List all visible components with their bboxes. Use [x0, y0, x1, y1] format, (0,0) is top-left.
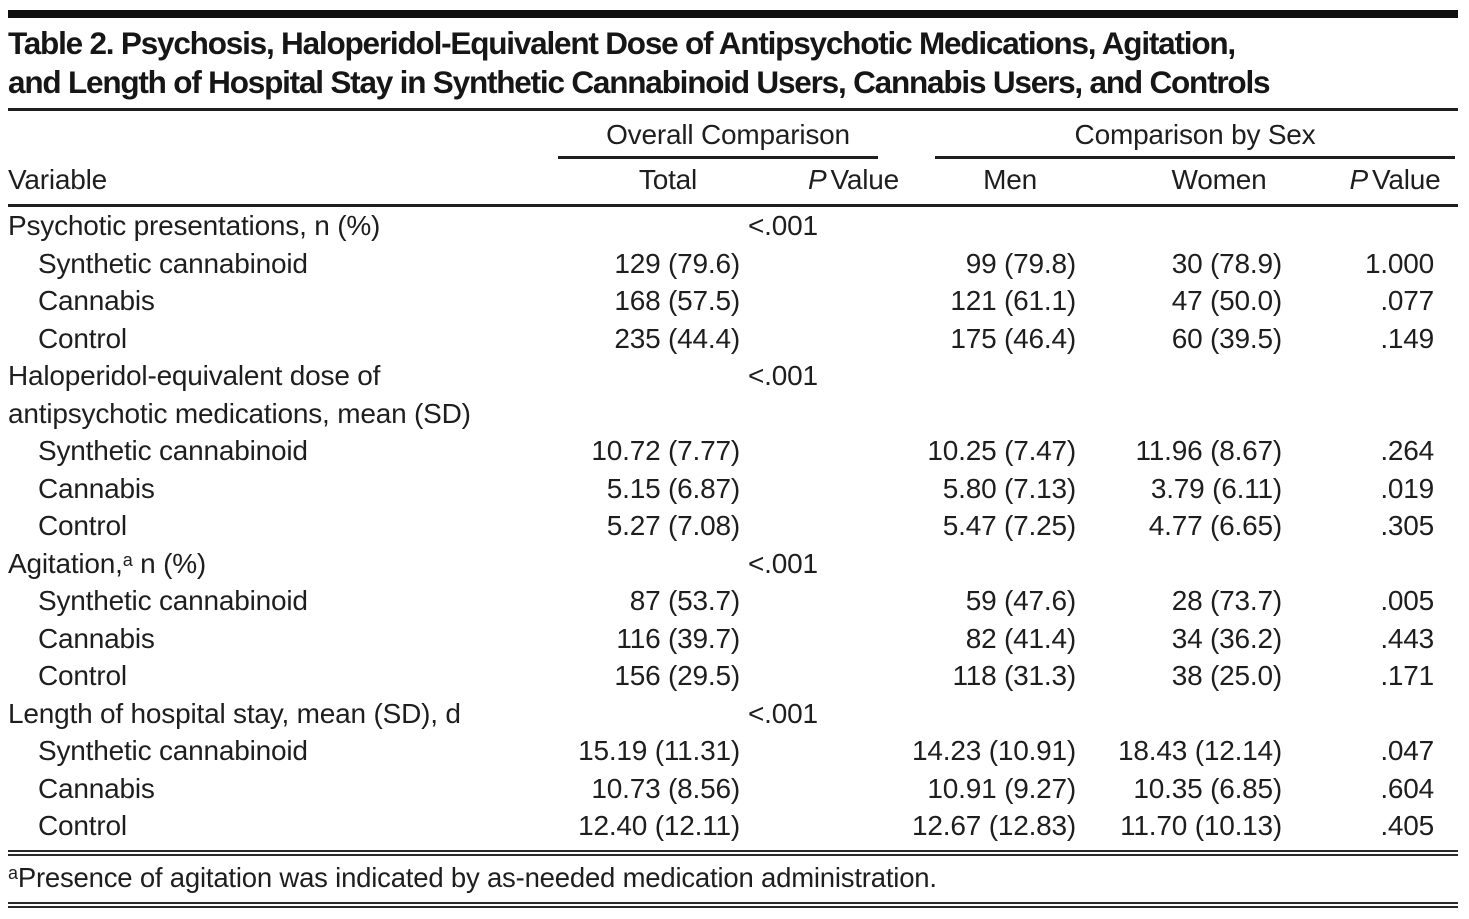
- cell-p-sex: [1288, 206, 1458, 245]
- cell-total: 15.19 (11.31): [578, 735, 740, 766]
- cell-p-sex: .405: [1380, 810, 1435, 841]
- cell-women: 30 (78.9): [1171, 247, 1283, 279]
- cell-men: [878, 357, 1090, 432]
- double-rule-bottom: [8, 902, 1458, 908]
- cell-p-sex: [1288, 545, 1458, 583]
- cell-men: 12.67 (12.83): [912, 810, 1077, 841]
- cell-total: 129 (79.6): [614, 247, 740, 279]
- cell-women: [1090, 545, 1288, 583]
- cell-men: [878, 206, 1090, 245]
- cell-p-sex: .077: [1380, 285, 1435, 316]
- cell-total: 10.73 (8.56): [591, 772, 740, 804]
- cell-p-sex: .305: [1380, 510, 1435, 541]
- cell-men: 175 (46.4): [950, 322, 1077, 354]
- cell-p-sex: .005: [1380, 585, 1435, 616]
- group-header-overall-label: Overall Comparison: [606, 119, 850, 150]
- group-header-overall: [548, 111, 878, 159]
- table-row: [8, 657, 1458, 695]
- table-title-line1: Table 2. Psychosis, Haloperidol-Equivalent Dose of Antipsychotic Medications, Agitation,: [8, 25, 1235, 61]
- p-rest: Value: [1371, 164, 1441, 195]
- cell-women: 10.35 (6.85): [1133, 772, 1283, 804]
- table-row: [8, 732, 1458, 770]
- cell-men: 99 (79.8): [965, 247, 1077, 279]
- cell-women: [1090, 206, 1288, 245]
- cell-p-overall: [748, 770, 878, 808]
- p-rest: Value: [830, 164, 900, 195]
- cell-men: 5.47 (7.25): [942, 510, 1077, 541]
- cell-total: 5.15 (6.87): [606, 472, 740, 504]
- cell-p-overall: [748, 732, 878, 770]
- table-row: [8, 545, 1458, 583]
- table-row: [8, 582, 1458, 620]
- column-header-p-sex: [1288, 159, 1458, 206]
- table-row: [8, 432, 1458, 470]
- row-label: Control: [38, 660, 127, 691]
- cell-total: 116 (39.7): [616, 622, 740, 654]
- cell-p-sex: .443: [1380, 622, 1435, 654]
- cell-men: 14.23 (10.91): [912, 735, 1077, 766]
- cell-women: [1090, 695, 1288, 733]
- cell-total: 12.40 (12.11): [578, 810, 740, 841]
- data-table: [8, 111, 1458, 845]
- cell-p-overall: <.001: [748, 547, 818, 579]
- table-row: [8, 245, 1458, 283]
- double-rule-top: [8, 850, 1458, 856]
- table-row: [8, 470, 1458, 508]
- group-header-sex: [878, 111, 1458, 159]
- header-spacer: [8, 111, 548, 159]
- cell-men: 59 (47.6): [965, 585, 1077, 616]
- row-label: Cannabis: [38, 772, 155, 804]
- cell-p-overall: [748, 432, 878, 470]
- cell-p-overall: <.001: [748, 210, 818, 241]
- row-label: Synthetic cannabinoid: [38, 585, 308, 616]
- cell-men: 10.25 (7.47): [927, 435, 1077, 466]
- cell-men: 10.91 (9.27): [927, 772, 1077, 804]
- table-title: [8, 24, 1458, 102]
- row-label: Synthetic cannabinoid: [38, 435, 308, 466]
- column-header-variable: Variable: [8, 159, 548, 206]
- cell-p-overall: [748, 582, 878, 620]
- cell-women: 11.96 (8.67): [1135, 435, 1283, 466]
- cell-p-overall: [748, 282, 878, 320]
- table-title-line2: and Length of Hospital Stay in Synthetic Cannabinoid Users, Cannabis Users, and Controls: [8, 64, 1270, 100]
- cell-p-overall: [748, 320, 878, 358]
- table-row: [8, 695, 1458, 733]
- cell-women: 60 (39.5): [1171, 322, 1283, 354]
- table-row: [8, 507, 1458, 545]
- cell-p-overall: [748, 245, 878, 283]
- cell-p-sex: .149: [1380, 322, 1435, 354]
- row-label: Cannabis: [38, 622, 155, 654]
- cell-p-sex: [1288, 695, 1458, 733]
- footnote-text: Presence of agitation was indicated by as-needed medication administration.: [17, 861, 937, 893]
- cell-women: 18.43 (12.14): [1118, 735, 1283, 766]
- cell-p-overall: [748, 807, 878, 845]
- column-header-row: [8, 159, 1458, 206]
- p-italic: P: [1349, 164, 1368, 195]
- cell-p-overall: [748, 507, 878, 545]
- cell-total: [548, 206, 748, 245]
- footnote-ref: a: [122, 549, 133, 570]
- row-label: Haloperidol-equivalent dose of antipsychotic medications, mean (SD): [8, 360, 471, 429]
- table-row: [8, 770, 1458, 808]
- cell-p-sex: .264: [1380, 435, 1435, 466]
- cell-p-overall: [748, 620, 878, 658]
- cell-men: 82 (41.4): [965, 622, 1077, 654]
- cell-total: [548, 545, 748, 583]
- row-label: Control: [38, 322, 127, 354]
- cell-women: 11.70 (10.13): [1120, 810, 1283, 841]
- cell-total: [548, 695, 748, 733]
- cell-p-sex: .019: [1380, 472, 1435, 504]
- cell-total: 156 (29.5): [614, 660, 740, 691]
- cell-total: 10.72 (7.77): [591, 435, 740, 466]
- row-label: Synthetic cannabinoid: [38, 247, 308, 279]
- cell-p-sex: .047: [1380, 735, 1435, 766]
- table-row: [8, 357, 1458, 432]
- cell-p-sex: [1288, 357, 1458, 432]
- cell-p-sex: 1.000: [1364, 247, 1435, 279]
- top-bar: [8, 10, 1458, 18]
- column-header-women: Women: [1090, 159, 1288, 206]
- row-label: Control: [38, 810, 127, 841]
- cell-total: 168 (57.5): [614, 285, 740, 316]
- cell-total: [548, 357, 748, 432]
- column-header-men: Men: [878, 159, 1090, 206]
- column-header-total: Total: [548, 159, 748, 206]
- cell-men: [878, 545, 1090, 583]
- group-header-row: [8, 111, 1458, 159]
- cell-p-overall: <.001: [748, 697, 818, 729]
- cell-women: 28 (73.7): [1171, 585, 1283, 616]
- cell-p-sex: .171: [1380, 660, 1435, 691]
- cell-men: 118 (31.3): [952, 660, 1077, 691]
- table-row: [8, 620, 1458, 658]
- row-label: Length of hospital stay, mean (SD), d: [8, 697, 461, 729]
- cell-total: 87 (53.7): [629, 585, 740, 616]
- cell-men: 121 (61.1): [950, 285, 1077, 316]
- cell-women: 38 (25.0): [1171, 660, 1283, 691]
- cell-men: 5.80 (7.13): [942, 472, 1077, 504]
- column-header-p-overall: [748, 159, 900, 206]
- table-row: [8, 320, 1458, 358]
- table-row: [8, 282, 1458, 320]
- cell-women: 3.79 (6.11): [1150, 472, 1283, 504]
- footnote-marker: a: [8, 862, 18, 883]
- cell-total: 235 (44.4): [614, 322, 740, 354]
- row-label: Cannabis: [38, 285, 155, 316]
- p-italic: P: [808, 164, 827, 195]
- cell-women: 4.77 (6.65): [1148, 510, 1283, 541]
- row-label: Control: [38, 510, 127, 541]
- row-label: Synthetic cannabinoid: [38, 735, 308, 766]
- row-label: Agitation,$^a$ n (%): [8, 547, 207, 579]
- row-label: Cannabis: [38, 472, 155, 504]
- cell-women: [1090, 357, 1288, 432]
- cell-p-overall: [748, 657, 878, 695]
- cell-women: 47 (50.0): [1171, 285, 1283, 316]
- cell-total: 5.27 (7.08): [606, 510, 740, 541]
- cell-men: [878, 695, 1090, 733]
- footnote: [8, 861, 1458, 895]
- cell-p-overall: [748, 470, 878, 508]
- row-label: Psychotic presentations, n (%): [8, 210, 381, 241]
- cell-p-overall: <.001: [748, 360, 818, 391]
- cell-women: 34 (36.2): [1171, 622, 1283, 654]
- group-header-sex-label: Comparison by Sex: [1074, 119, 1316, 150]
- table-row: [8, 206, 1458, 245]
- cell-p-sex: .604: [1380, 772, 1435, 804]
- table-row: [8, 807, 1458, 845]
